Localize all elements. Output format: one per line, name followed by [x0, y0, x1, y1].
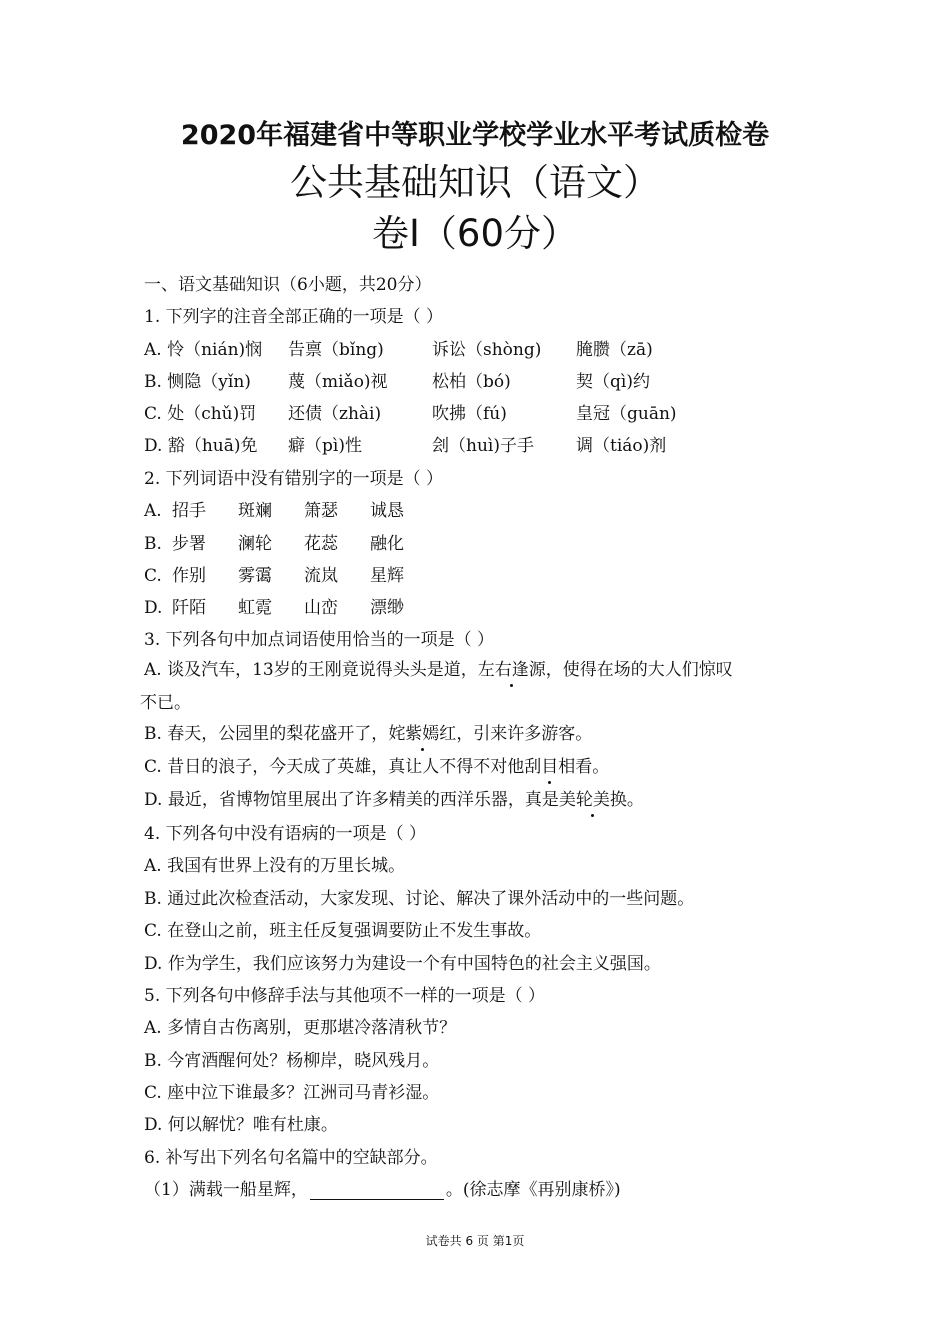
option-text: B. 春天，公园里的梨花盛开了，	[144, 724, 389, 744]
option-word: 山峦	[304, 598, 338, 618]
option-text: A. 谈及汽车，13岁的王刚竟说得头头是道，	[144, 660, 478, 680]
dotted-phrase: 美轮美换	[559, 785, 627, 810]
answer-blank[interactable]	[310, 1181, 444, 1200]
question-3-option-c	[144, 752, 609, 777]
option-word: 箫瑟	[304, 501, 338, 521]
question-1-option-b	[144, 367, 650, 392]
option-word: 漂缈	[370, 598, 404, 618]
option-text: ，使得在场的大人们惊叹	[545, 660, 733, 680]
option-text: 腌臜（zā)	[576, 340, 653, 360]
option-text: ，引来许多游客。	[456, 724, 593, 744]
question-2-option-c	[144, 561, 436, 586]
option-text: C. 处（chǔ)罚	[144, 404, 257, 424]
option-text: 。	[626, 790, 644, 810]
option-letter: C.	[144, 566, 162, 586]
option-word: 融化	[370, 534, 404, 554]
option-word: 澜轮	[238, 534, 272, 554]
option-word: 招手	[172, 501, 206, 521]
option-text: D. 最近，省博物馆里展出了许多精美的西洋乐器，真是	[144, 790, 559, 810]
option-text: 蔑（miǎo)视	[288, 372, 388, 392]
section-heading: 一、语文基础知识（6小题，共20分）	[144, 275, 432, 295]
question-2-stem: 2. 下列词语中没有错别字的一项是（ ）	[144, 469, 444, 489]
dotted-phrase: 刮目相	[524, 752, 575, 777]
exam-part: 卷Ⅰ（60分）	[372, 212, 578, 255]
question-3-option-b	[144, 719, 592, 744]
question-4-option-c: C. 在登山之前，班主任反复强调要防止不发生事故。	[144, 921, 542, 941]
question-2-option-d	[144, 593, 436, 618]
question-5-option-a: A. 多情自古伤离别，更那堪冷落清秋节？	[144, 1018, 457, 1038]
question-4-option-a: A. 我国有世界上没有的万里长城。	[144, 856, 406, 876]
option-text: 调（tiáo)剂	[576, 436, 667, 456]
option-word: 阡陌	[172, 598, 206, 618]
question-6-stem: 6. 补写出下列名句名篇中的空缺部分。	[144, 1148, 438, 1168]
question-6-item-1	[144, 1175, 621, 1200]
question-5-option-d: D. 何以解忧？唯有杜康。	[144, 1115, 338, 1135]
option-word: 虹霓	[238, 598, 272, 618]
option-word: 作别	[172, 566, 206, 586]
option-text: 皇冠（guān)	[576, 404, 677, 424]
option-letter: A.	[144, 501, 162, 521]
question-4-option-b: B. 通过此次检查活动，大家发现、讨论、解决了课外活动中的一些问题。	[144, 889, 695, 909]
question-5-stem: 5. 下列各句中修辞手法与其他项不一样的一项是（ ）	[144, 986, 546, 1006]
question-5-option-b: B. 今宵酒醒何处？杨柳岸，晓风残月。	[144, 1051, 440, 1071]
question-3-option-a	[144, 655, 733, 680]
question-1-stem: 1. 下列字的注音全部正确的一项是（ ）	[144, 307, 444, 327]
option-letter: B.	[144, 534, 162, 554]
exam-title: 2020年福建省中等职业学校学业水平考试质检卷	[180, 120, 770, 151]
option-word: 步署	[172, 534, 206, 554]
option-word: 斑斓	[238, 501, 272, 521]
question-1-option-a	[144, 335, 653, 360]
item-text: 。(徐志摩《再别康桥》)	[445, 1180, 621, 1200]
option-text: C. 昔日的浪子，今天成了英雄，真让人不得不对他	[144, 757, 525, 777]
option-word: 花蕊	[304, 534, 338, 554]
option-text: 刽（huì)子手	[432, 436, 534, 456]
option-text: D. 豁（huā)免	[144, 436, 258, 456]
question-2-option-a	[144, 496, 436, 521]
question-4-option-d: D. 作为学生，我们应该努力为建设一个有中国特色的社会主义强国。	[144, 954, 661, 974]
question-3-option-a-continued: 不已。	[140, 693, 191, 713]
option-text: 看。	[575, 757, 610, 777]
question-1-option-c	[144, 399, 677, 424]
question-3-option-d	[144, 785, 644, 810]
option-text: 吹拂（fú)	[432, 404, 507, 424]
option-text: 还债（zhài)	[288, 404, 382, 424]
option-text: 诉讼（shòng)	[432, 340, 542, 360]
question-5-option-c: C. 座中泣下谁最多？江洲司马青衫湿。	[144, 1083, 440, 1103]
option-text: 告禀（bǐng)	[288, 340, 384, 360]
dotted-phrase: 左右逢源	[478, 655, 546, 680]
option-word: 星辉	[370, 566, 404, 586]
exam-subject: 公共基础知识（语文）	[290, 161, 660, 204]
option-word: 诚恳	[370, 501, 404, 521]
option-text: B. 恻隐（yǐn)	[144, 372, 251, 392]
option-letter: D.	[144, 598, 163, 618]
question-3-stem: 3. 下列各句中加点词语使用恰当的一项是（ ）	[144, 630, 495, 650]
item-text: （1）满载一船星辉，	[144, 1180, 308, 1200]
option-word: 雾霭	[238, 566, 272, 586]
question-1-option-d	[144, 431, 666, 456]
dotted-phrase: 姹紫嫣红	[388, 719, 456, 744]
page-footer: 试卷共 6 页 第1页	[425, 1234, 525, 1248]
question-2-option-b	[144, 529, 436, 554]
option-word: 流岚	[304, 566, 338, 586]
option-text: 癖（pì)性	[288, 436, 362, 456]
question-4-stem: 4. 下列各句中没有语病的一项是（ ）	[144, 824, 427, 844]
option-text: 契（qì)约	[576, 372, 650, 392]
option-text: 松柏（bó)	[432, 372, 511, 392]
option-text: A. 怜（nián)悯	[144, 340, 263, 360]
